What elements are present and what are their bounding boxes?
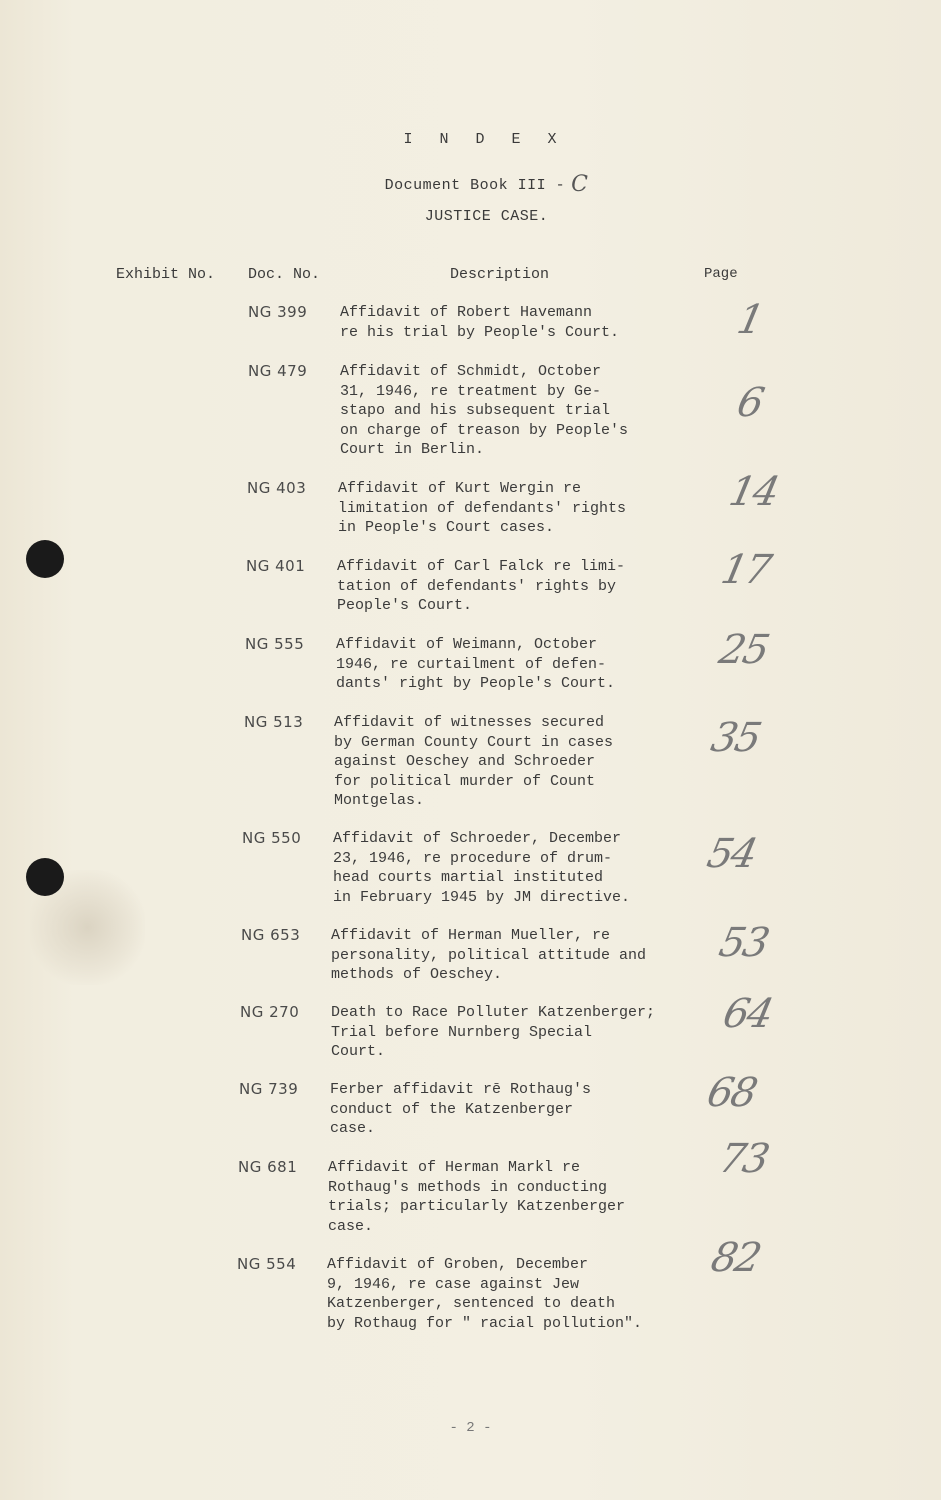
page-number: 1	[733, 297, 767, 343]
document-book-line	[0, 170, 941, 195]
doc-number: NG 739	[239, 1080, 299, 1098]
doc-number: NG 401	[246, 557, 306, 575]
page-number: 82	[707, 1235, 764, 1281]
description: Affidavit of Groben, December 9, 1946, re case against Jew Katzenberger, sentenced to death by Rothaug for " racial pollution".	[327, 1256, 643, 1332]
page-number: 25	[715, 627, 772, 673]
page-footer: - 2 -	[449, 1420, 492, 1436]
description: Ferber affidavit rē Rothaug's conduct of the Katzenberger case.	[330, 1081, 592, 1137]
column-header-page: Page	[704, 266, 738, 282]
punch-hole	[26, 858, 64, 896]
description: Affidavit of Herman Mueller, re personality, political attitude and methods of Oeschey.	[331, 927, 647, 983]
doc-number: NG 550	[242, 829, 302, 847]
page-number: 64	[719, 991, 776, 1037]
document-book-label: Document Book III -	[384, 177, 566, 194]
page-number: 35	[707, 715, 764, 761]
doc-number: NG 653	[241, 926, 301, 944]
punch-hole	[26, 540, 64, 578]
description: Affidavit of Kurt Wergin re limitation of defendants' rights in People's Court cases.	[338, 480, 627, 536]
page-number: 68	[703, 1070, 760, 1116]
description: Affidavit of Carl Falck re limi- tation of defendants' rights by People's Court.	[337, 558, 626, 614]
doc-number: NG 681	[238, 1158, 298, 1176]
index-title: I N D E X	[403, 131, 566, 148]
page-number: 73	[715, 1136, 772, 1182]
page-number: 54	[703, 831, 760, 877]
doc-number: NG 513	[244, 713, 304, 731]
description: Affidavit of Herman Markl re Rothaug's methods in conducting trials; particularly Katzenberger case.	[328, 1159, 626, 1235]
doc-number: NG 270	[240, 1003, 300, 1021]
page-number: 53	[715, 920, 772, 966]
page-number: 14	[725, 469, 782, 515]
doc-number: NG 479	[248, 362, 308, 380]
document-book-suffix: C	[571, 172, 589, 197]
case-title: JUSTICE CASE.	[424, 208, 549, 225]
doc-number: NG 554	[237, 1255, 297, 1273]
description: Affidavit of Schmidt, October 31, 1946, re treatment by Ge- stapo and his subsequent trial on charge of treason by People's Court in Berlin.	[340, 363, 629, 458]
doc-number: NG 555	[245, 635, 305, 653]
doc-number: NG 399	[248, 303, 308, 321]
description: Affidavit of Weimann, October 1946, re curtailment of defen- dants' right by People's Court.	[336, 636, 616, 692]
page-number: 6	[733, 380, 767, 426]
description: Affidavit of Schroeder, December 23, 1946, re procedure of drum- head courts martial instituted in February 1945 by JM directive.	[333, 830, 631, 906]
column-header-doc: Doc. No.	[248, 266, 321, 283]
page-number: 17	[717, 547, 774, 593]
column-header-exhibit: Exhibit No.	[116, 266, 216, 283]
doc-number: NG 403	[247, 479, 307, 497]
description: Affidavit of Robert Havemann re his trial by People's Court.	[340, 304, 620, 341]
description: Affidavit of witnesses secured by German County Court in cases against Oeschey and Schroeder for political murder of Count Montgelas.	[334, 714, 614, 809]
description: Death to Race Polluter Katzenberger; Trial before Nurnberg Special Court.	[331, 1004, 656, 1060]
column-header-description: Description	[450, 266, 550, 283]
